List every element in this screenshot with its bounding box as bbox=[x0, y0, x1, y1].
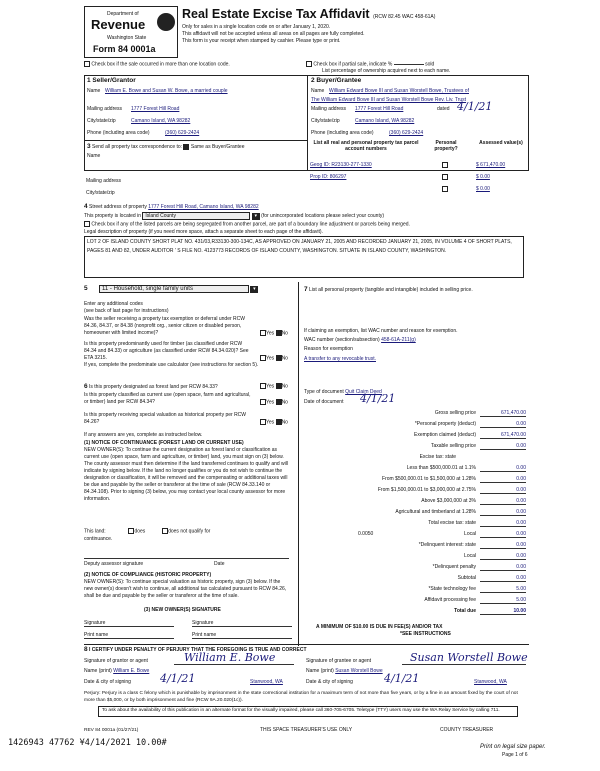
buyer-city-label: City/state/zip bbox=[311, 118, 340, 124]
buyer-dated[interactable]: 4/1/21 bbox=[457, 100, 493, 113]
parcel-col-2: Personal property? bbox=[434, 140, 458, 152]
same-as-buyer-checkbox[interactable] bbox=[183, 144, 189, 150]
new-owner-print-1[interactable]: Print name bbox=[84, 632, 109, 638]
title-ref: (RCW 82.45 WAC 458-61A) bbox=[373, 14, 436, 20]
grantee-city[interactable]: Stanwood, WA bbox=[474, 679, 507, 685]
section-4-street: 4 Street address of property 1777 Forest Hill Road, Camano Island, WA 98282 bbox=[84, 203, 259, 210]
if-any-yes: If any answers are yes, complete as instructed below. bbox=[84, 432, 203, 438]
revenue-label: Revenue bbox=[91, 17, 146, 32]
section-6-q1: 6 Is this property designated as forest land per RCW 84.33? bbox=[84, 383, 218, 390]
s6-q2-yes-no: Yes No bbox=[260, 399, 288, 405]
seller-city-label: City/state/zip bbox=[87, 118, 116, 124]
continuance-label: continuance. bbox=[84, 536, 113, 542]
note-2: This affidavit will not be accepted unless all areas on all pages are fully completed. bbox=[182, 31, 365, 37]
county-treasurer-label: COUNTY TREASURER bbox=[440, 727, 494, 733]
section-3-name-label: Name bbox=[87, 153, 101, 159]
state-label: Washington State bbox=[107, 35, 147, 41]
minimum-due: A MINIMUM OF $10.00 IS DUE IN FEE(S) AND/OR TAX bbox=[316, 624, 443, 630]
seller-mailing-label: Mailing address bbox=[87, 106, 123, 112]
grantor-name-row: Name (print) William E. Bowe bbox=[84, 668, 150, 674]
see-instructions: *SEE INSTRUCTIONS bbox=[400, 631, 451, 637]
seller-mailing[interactable]: 1777 Forest Hill Road bbox=[131, 106, 180, 112]
parcel-value-3[interactable]: $ 0.00 bbox=[476, 186, 490, 192]
page-number: Page 1 of 6 bbox=[502, 752, 528, 758]
section-7-label: 7 List all personal property (tangible and intangible) included in selling price. bbox=[304, 286, 473, 293]
deputy-date-label: Date bbox=[214, 561, 225, 567]
note-1: Only for sales in a single location code on or after January 1, 2020. bbox=[182, 24, 331, 30]
additional-codes-label: Enter any additional codes bbox=[84, 301, 143, 307]
header-logo-box bbox=[84, 6, 178, 58]
county-select[interactable]: Island County bbox=[142, 212, 250, 220]
new-owner-signature-1[interactable]: Signature bbox=[84, 620, 106, 626]
grantee-name[interactable]: Susan Worstell Bowe bbox=[335, 668, 383, 674]
multi-location-label: Check box if the sale occurred in more than one location code. bbox=[91, 61, 230, 68]
parcel-personal-1[interactable] bbox=[442, 162, 448, 168]
use-code-select[interactable]: 11 - Household, single family units bbox=[99, 285, 249, 293]
parcel-id-2[interactable]: Prop ID: 806297 bbox=[310, 174, 347, 180]
parcel-value-2[interactable]: $ 0.00 bbox=[476, 174, 490, 180]
grantee-date[interactable]: 4/1/21 bbox=[384, 672, 420, 685]
partial-sale-label: Check box if partial sale, indicate % bbox=[313, 61, 393, 68]
see-back-label: (see back of last page for instructions) bbox=[84, 308, 169, 314]
s6-q1-yes-no: Yes No bbox=[260, 383, 288, 389]
doc-date-label: Date of document bbox=[304, 399, 344, 405]
partial-sale-check bbox=[306, 61, 434, 67]
parcel-table bbox=[310, 140, 526, 200]
tax-table: Gross selling price 671,470.00 *Personal property (deduct) 0.00 Exemption claimed (deduct) 671,470.00 Taxable selling price 0.00 Excise tax: state Less than $500,000.01 at 1.1% 0.00 From $500,000.01 to $1,500,000 at 1.28% 0.00 From $1,500,000.01 to $3,000,000 at 2.75% 0.00 Above $3,000,000 at 3% 0.00 Agricultural and timberland at 1.28% 0.00 Total excise tax: state 0.00 0.0050 Local 0.00 *Delinquent interest: state 0.00 Local 0.00 *Delinquent penalty 0.00 Subtotal 0.00 *State technology fee 5.00 Affidavit processing fee 5.00 Total due 10.00 bbox=[358, 410, 526, 614]
doc-type-row: Type of document Quit Claim Deed bbox=[304, 389, 382, 395]
notice-3-heading: (3) NEW OWNER(S) SIGNATURE bbox=[144, 607, 221, 613]
parcel-personal-2[interactable] bbox=[442, 174, 448, 180]
seller-name[interactable]: William E. Bowe and Susan W. Bowe, a married couple bbox=[105, 88, 228, 94]
seller-city[interactable]: Camano Island, WA 98282 bbox=[131, 118, 191, 124]
multi-location-check bbox=[84, 61, 230, 67]
grantor-date-label: Date & city of signing bbox=[84, 679, 131, 685]
doc-date[interactable]: 4/1/21 bbox=[360, 392, 396, 405]
section-6-q2: Is this property classified as current use (open space, farm and agricultural, or timber) land per RCW 84.34? bbox=[84, 392, 251, 405]
buyer-mailing[interactable]: 1777 Forest Hill Road bbox=[355, 106, 404, 112]
logo-icon bbox=[157, 13, 175, 31]
section-3-label: 3 Send all property tax correspondence to: Same as Buyer/Grantee bbox=[87, 143, 245, 150]
legal-description-label: Legal description of property (if you need more space, attach a separate sheet to each page of the affidavit). bbox=[84, 229, 323, 235]
county-dropdown-icon[interactable]: ▾ bbox=[252, 213, 260, 220]
list-percentage-note: List percentage of ownership acquired next to each name. bbox=[322, 68, 451, 74]
affidavit-page bbox=[84, 6, 529, 744]
sold-label: sold bbox=[425, 61, 435, 68]
seller-heading: 1 Seller/Grantor bbox=[87, 77, 136, 84]
section-3-city-label: City/state/zip bbox=[86, 190, 115, 196]
grantee-signature[interactable]: Susan Worstell Bowe bbox=[410, 651, 528, 664]
grantee-date-label: Date & city of signing bbox=[306, 679, 353, 685]
notice-2-body: NEW OWNER(S): To continue special valuation as historic property, sign (3) below. If the new owner(s) doesn't wish to continue, all additional tax calculated pursuant to RCW 84.26, shall be due and payable by the seller or transferor at the time of sale. bbox=[84, 579, 287, 599]
section-3-mailing-label: Mailing address bbox=[86, 178, 122, 184]
parcel-value-1[interactable]: $ 671,470.00 bbox=[476, 162, 506, 168]
street-address[interactable]: 1777 Forest Hill Road, Camano Island, WA 98282 bbox=[148, 204, 259, 210]
wac-row: WAC number (section/subsection) 458-61A-211(g) bbox=[304, 337, 416, 343]
reason-value[interactable]: A transfer to any revocable trust. bbox=[304, 356, 376, 362]
buyer-dated-label: dated bbox=[437, 106, 450, 112]
q2-yes-no: Yes No bbox=[260, 355, 288, 361]
section-5-q2b: If yes, complete the predominate use calculator (see instructions for section 5). bbox=[84, 362, 259, 368]
certify-statement: 8 I CERTIFY UNDER PENALTY OF PERJURY THAT THE FOREGOING IS TRUE AND CORRECT bbox=[84, 646, 307, 653]
section-6-q3: Is this property receiving special valuation as historical property per RCW 84.26? bbox=[84, 412, 247, 425]
grantor-name[interactable]: William E. Bowe bbox=[113, 668, 150, 674]
section-4-located: This property is located in Island County ▾ (for unincorporated locations please select your county) bbox=[84, 213, 385, 219]
notice-2-heading: (2) NOTICE OF COMPLIANCE (HISTORIC PROPERTY) bbox=[84, 572, 212, 578]
new-owner-print-2[interactable]: Print name bbox=[192, 632, 217, 638]
buyer-name-2[interactable]: The William Edward Bowe III and Susan Worstell Bowe Rev. Liv. Trust bbox=[311, 97, 467, 103]
buyer-mailing-label: Mailing address bbox=[311, 106, 347, 112]
wac-number[interactable]: 458-61A-211(g) bbox=[381, 337, 416, 343]
parcel-col-1: List all real and personal property tax parcel account numbers bbox=[313, 140, 419, 152]
grantor-city[interactable]: Stanwood, WA bbox=[250, 679, 283, 685]
local-rate: 0.0050 bbox=[358, 531, 374, 537]
doc-type[interactable]: Quit Claim Deed bbox=[345, 389, 382, 395]
form-title bbox=[182, 7, 435, 21]
multi-location-checkbox[interactable] bbox=[84, 61, 90, 67]
parcel-personal-3[interactable] bbox=[442, 186, 448, 192]
section-5-q2: Is this property predominantly used for timber (as classified under RCW 84.34 and 84.33) or agriculture (as classified under RCW 84.34.020)? See ETA 3215. bbox=[84, 341, 249, 361]
seller-phone[interactable]: (360) 629-2424 bbox=[165, 130, 200, 136]
s6-q3-yes-no: Yes No bbox=[260, 419, 288, 425]
legal-paper-note: Print on legal size paper. bbox=[480, 744, 546, 750]
recording-stamp: 1426943 47762 ¥4/14/2021 10.00# bbox=[8, 738, 167, 748]
this-land-row: This land: does does not qualify for bbox=[84, 528, 211, 535]
section-5-use: 5 11 - Household, single family units ▾ bbox=[84, 285, 258, 293]
availability-notice: To ask about the availability of this publication in an alternate format for the visually impaired, please call 360-705-6705. Teletype (TTY) users may use the WA Relay Service by calling 711. bbox=[98, 706, 518, 717]
exemption-question: If claiming an exemption, list WAC number and reason for exemption. bbox=[304, 328, 458, 334]
segregated-checkbox[interactable] bbox=[84, 221, 90, 227]
perjury-notice: Perjury: Perjury is a class C felony which is punishable by imprisonment in the state correctional institution for a maximum term of not more than five years, or by a fine in an amount fixed by the court of not more than $5,000, or by both imprisonment and fine (RCW 9A.20.020(1c)). bbox=[84, 691, 518, 703]
section-5-q1: Was the seller receiving a property tax exemption or deferral under RCW 84.36, 84.37, or 84.38 (nonprofit org., senior citizen or disabled person, homeowner with limited income)? bbox=[84, 316, 245, 336]
seller-phone-label: Phone (including area code) bbox=[87, 130, 150, 136]
grantee-sig-label: Signature of grantee or agent bbox=[306, 658, 372, 664]
treasurer-only-label: THIS SPACE TREASURER'S USE ONLY bbox=[260, 727, 353, 733]
q1-yes-no: Yes No bbox=[260, 330, 288, 336]
legal-description[interactable]: LOT 2 OF ISLAND COUNTY SHORT PLAT NO. 431/03,R33130-300-134C, AS APPROVED ON JANUARY 21, 2005 AND RECORDED JANUARY 21, 2005, IN VOLUME 4 OF SHORT PLATS, PAGES 81 AND 82, UNDER AUDITOR ' S FILE NO. 4123773 RECORDS OF ISLAND COUNTY, WASHINGTON. SITUATE IN ISLAND COUNTY, WASHINGTON. bbox=[84, 236, 524, 278]
buyer-phone-label: Phone (including area code) bbox=[311, 130, 374, 136]
grantor-date[interactable]: 4/1/21 bbox=[160, 672, 196, 685]
buyer-heading: 2 Buyer/Grantee bbox=[311, 77, 362, 84]
seller-name-label: Name bbox=[87, 88, 101, 94]
title-text: Real Estate Excise Tax Affidavit bbox=[182, 7, 370, 21]
reason-label: Reason for exemption bbox=[304, 346, 353, 352]
revision-label: REV 84 0001a (01/27/21) bbox=[84, 728, 139, 733]
notice-1-heading: (1) NOTICE OF CONTINUANCE (FOREST LAND OR CURRENT USE) bbox=[84, 440, 244, 446]
partial-sale-checkbox[interactable] bbox=[306, 61, 312, 67]
form-number: Form 84 0001a bbox=[93, 44, 156, 54]
notice-1-body: NEW OWNER(S): To continue the current designation as forest land or classification as current use (open space, farm and agriculture, or timber) land, you must sign on (3) below. The county assessor must then determine if the land transferred continues to qualify and will indicate by signing below. If the land no longer qualifies or you do not wish to continue the designation or classification, it will be removed and the compensating or additional taxes will be due and payable by the seller or transferor at the time of sale (RCW 84.33.140 or 84.34.108). Prior to signing (3) below, you may contact your local county assessor for more information. bbox=[84, 447, 288, 502]
parcel-col-3: Assessed value(s) bbox=[479, 140, 523, 146]
new-owner-signature-2[interactable]: Signature bbox=[192, 620, 214, 626]
buyer-city[interactable]: Camano Island, WA 98282 bbox=[355, 118, 415, 124]
parcel-id-1[interactable]: Geog ID: R23130-277-1330 bbox=[310, 162, 372, 168]
dept-label: Department of bbox=[107, 11, 139, 17]
note-3: This form is your receipt when stamped by cashier. Please type or print. bbox=[182, 38, 341, 44]
grantee-name-row: Name (print) Susan Worstell Bowe bbox=[306, 668, 383, 674]
buyer-name-label: Name bbox=[311, 88, 325, 94]
grantor-signature[interactable]: William E. Bowe bbox=[184, 651, 276, 664]
deputy-assessor-label: Deputy assessor signature bbox=[84, 561, 144, 567]
segregated-check: Check box if any of the listed parcels are being segregated from another parcel, are part of a boundary line adjustment or parcels being merged. bbox=[84, 221, 410, 227]
buyer-name-1[interactable]: William Edward Bowe III and Susan Worstell Bowe, Trustees of bbox=[329, 88, 469, 94]
use-code-dropdown-icon[interactable]: ▾ bbox=[250, 286, 258, 293]
grantor-sig-label: Signature of grantor or agent bbox=[84, 658, 148, 664]
buyer-phone[interactable]: (360) 629-2424 bbox=[389, 130, 424, 136]
